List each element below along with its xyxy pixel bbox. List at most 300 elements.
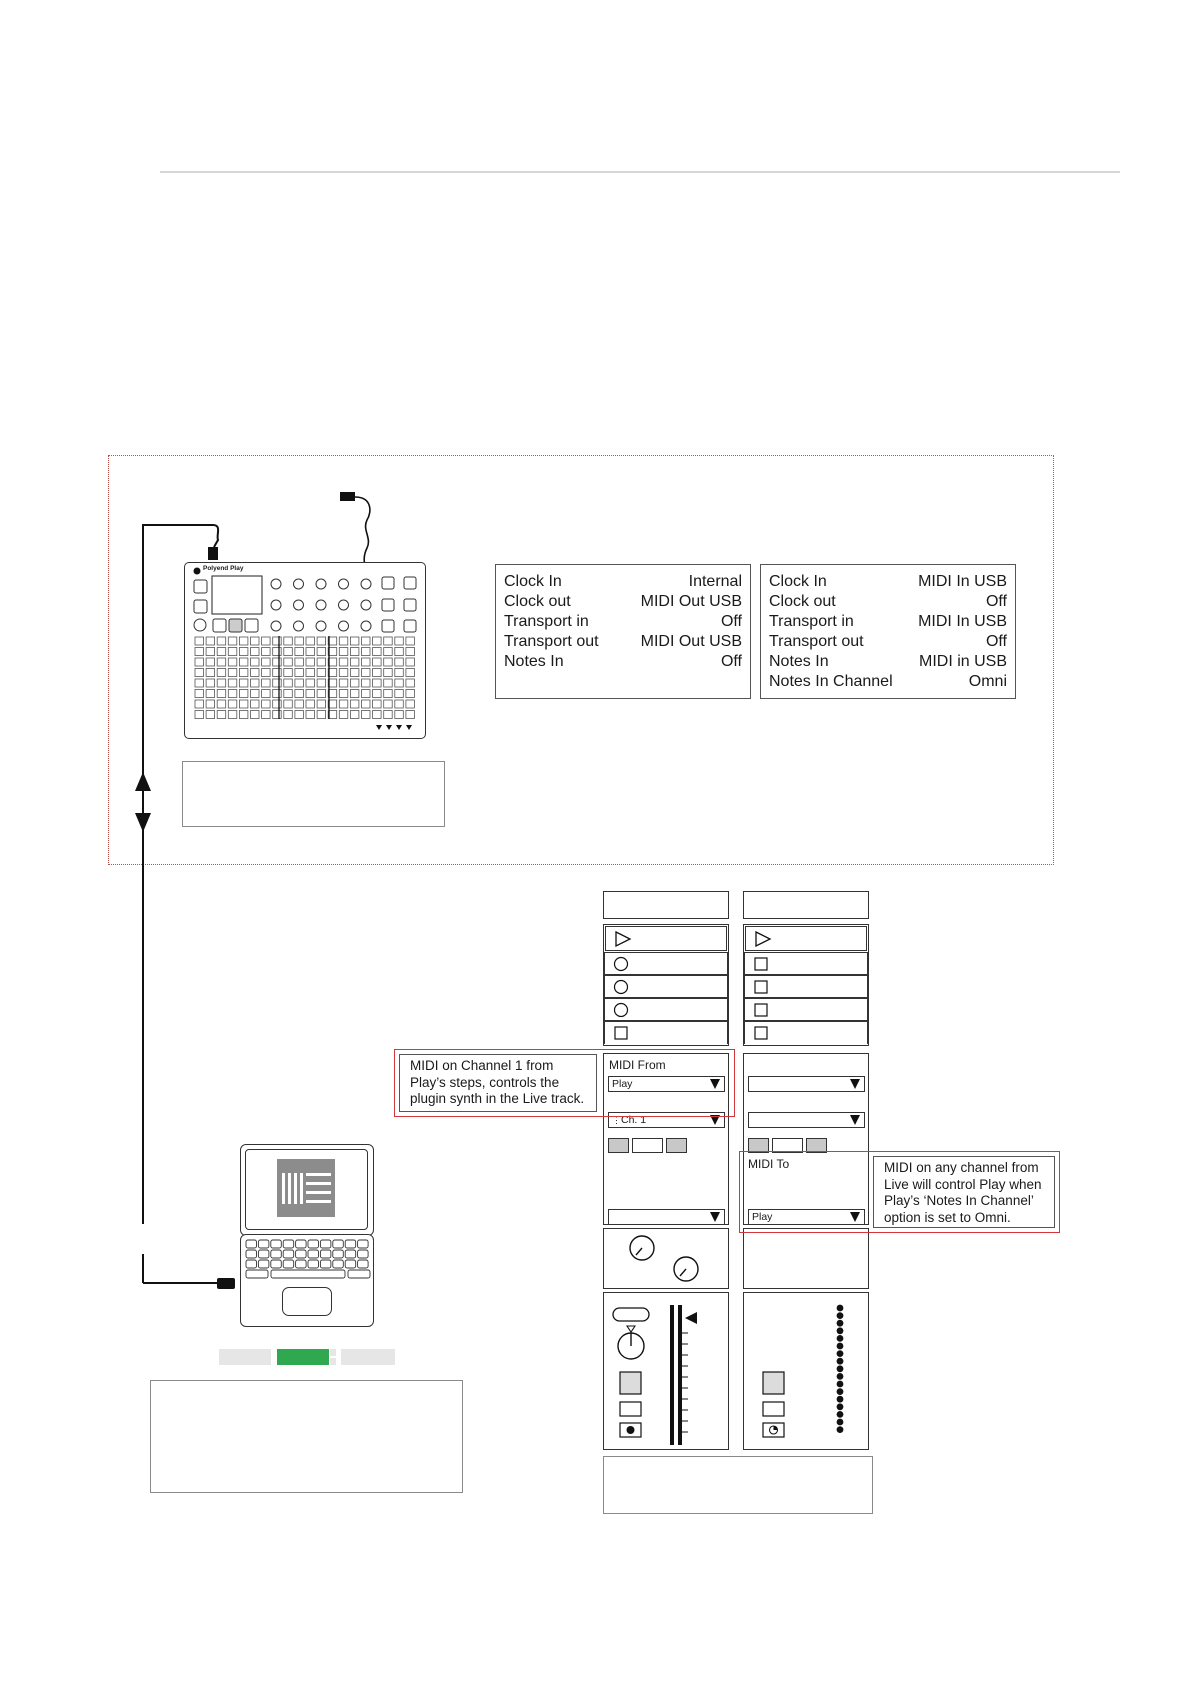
volume-dot <box>837 1320 844 1327</box>
play-settings-panel <box>495 564 751 699</box>
track1-slot-1[interactable] <box>604 952 728 975</box>
play-setting-row <box>504 632 742 652</box>
solo-button <box>620 1402 641 1416</box>
track2-header <box>743 891 869 919</box>
pad <box>262 669 271 677</box>
strip-gray-mid-top <box>330 1349 336 1356</box>
clip-launch-circle-icon <box>613 979 629 995</box>
pad <box>395 648 404 656</box>
pad <box>273 669 282 677</box>
track2-play-slot[interactable] <box>745 926 867 951</box>
track2-slot-2[interactable] <box>744 975 868 998</box>
record-dot-icon <box>627 1426 635 1434</box>
pad <box>406 658 415 666</box>
track1-channel-dropdown[interactable]: ⋮Ch. 1 <box>608 1112 725 1128</box>
pad <box>362 679 371 687</box>
live-setting-row <box>769 672 1007 692</box>
pad <box>251 658 260 666</box>
volume-dot <box>837 1426 844 1433</box>
pad <box>350 637 359 645</box>
pad <box>306 637 315 645</box>
pad <box>228 711 237 719</box>
pad <box>317 648 326 656</box>
arrow-down-icon <box>135 813 151 832</box>
polyend-play-device <box>184 562 426 739</box>
live-setting-label: Transport out <box>769 633 864 650</box>
live-setting-value: Off <box>985 593 1007 610</box>
live-setting-label: Clock out <box>769 593 836 610</box>
strip-green <box>277 1349 329 1365</box>
pad <box>339 648 348 656</box>
volume-dot <box>837 1343 844 1350</box>
key <box>358 1250 369 1258</box>
dropdown-arrow-icon <box>710 1212 720 1222</box>
pad <box>373 711 382 719</box>
pad <box>206 679 215 687</box>
play-setting-value: MIDI Out USB <box>640 633 742 650</box>
solo-button <box>763 1402 784 1416</box>
track2-io-title: MIDI To <box>748 1157 790 1171</box>
stop-square-icon <box>753 1025 769 1041</box>
pad <box>251 711 260 719</box>
key <box>258 1260 269 1268</box>
play-setting-label: Clock In <box>504 573 562 590</box>
play-triangle-icon <box>614 930 632 948</box>
pad <box>284 669 293 677</box>
knob-icon <box>316 579 326 589</box>
live-setting-label: Notes In <box>769 653 829 670</box>
pad <box>195 658 204 666</box>
send-knobs <box>604 1229 728 1288</box>
track-activator-pill <box>613 1308 649 1321</box>
key <box>333 1250 344 1258</box>
pad <box>228 669 237 677</box>
pad <box>284 648 293 656</box>
power-plug-icon <box>340 492 355 501</box>
pad <box>262 658 271 666</box>
tracks-caption-box <box>603 1456 873 1514</box>
pad <box>217 690 226 698</box>
pad <box>273 648 282 656</box>
key <box>308 1260 319 1268</box>
pad <box>406 679 415 687</box>
track1-mixer <box>604 1293 728 1449</box>
track2-slot-3[interactable] <box>744 998 868 1021</box>
pad <box>306 711 315 719</box>
key <box>283 1240 294 1248</box>
track2-input-dropdown[interactable] <box>748 1076 865 1092</box>
track2-stop-slot[interactable] <box>744 1021 868 1044</box>
pad <box>251 690 260 698</box>
track2-mixer <box>744 1293 868 1449</box>
pad <box>273 711 282 719</box>
pad <box>362 658 371 666</box>
monitor-off-button[interactable] <box>666 1138 687 1153</box>
knob-icon <box>271 600 281 610</box>
spacebar <box>271 1270 345 1278</box>
pad <box>350 648 359 656</box>
track1-mixer-panel <box>603 1292 729 1450</box>
knob-icon <box>339 579 349 589</box>
stop-square-icon <box>613 1025 629 1041</box>
volume-dot <box>837 1312 844 1319</box>
key <box>345 1240 356 1248</box>
any-channel-note: MIDI on any channel from Live will control Play when Play’s ‘Notes In Channel’ option is set to Omni. <box>873 1156 1055 1228</box>
pad <box>339 700 348 708</box>
key <box>333 1260 344 1268</box>
pad <box>317 637 326 645</box>
usb-plug-laptop-icon <box>217 1278 235 1289</box>
play-setting-value: Off <box>720 613 742 630</box>
device-caption-box <box>182 761 445 827</box>
pad <box>362 690 371 698</box>
pad <box>217 648 226 656</box>
pad <box>284 700 293 708</box>
pad <box>228 648 237 656</box>
pad <box>228 700 237 708</box>
track1-header <box>603 891 729 919</box>
key <box>320 1260 331 1268</box>
nav-arrow-icon <box>376 725 382 730</box>
live-setting-row <box>769 612 1007 632</box>
pad <box>362 669 371 677</box>
channel1-note: MIDI on Channel 1 from Play’s steps, controls the plugin synth in the Live track. <box>399 1054 597 1112</box>
pad <box>384 679 393 687</box>
pad <box>273 700 282 708</box>
pad <box>395 700 404 708</box>
key <box>348 1270 370 1278</box>
key <box>271 1240 282 1248</box>
arm-button <box>620 1372 641 1394</box>
volume-dot <box>837 1335 844 1342</box>
key <box>296 1250 307 1258</box>
laptop-trackpad <box>282 1287 332 1316</box>
pad <box>395 690 404 698</box>
nav-arrow-icon <box>406 725 412 730</box>
key <box>358 1260 369 1268</box>
live-setting-value: MIDI In USB <box>918 613 1007 630</box>
pad <box>317 658 326 666</box>
pad <box>251 648 260 656</box>
pad <box>206 637 215 645</box>
pad <box>195 648 204 656</box>
pad <box>295 700 304 708</box>
pad <box>251 669 260 677</box>
key <box>246 1250 257 1258</box>
pad <box>217 637 226 645</box>
knob-icon <box>339 600 349 610</box>
pad <box>384 669 393 677</box>
volume-dot <box>837 1381 844 1388</box>
usb-plug-icon <box>208 547 218 560</box>
track2-clip-slots <box>743 924 869 1046</box>
volume-dot <box>837 1373 844 1380</box>
fader-arrow-icon <box>685 1312 697 1324</box>
pad <box>262 690 271 698</box>
knob-icon <box>339 621 349 631</box>
pad <box>384 711 393 719</box>
play-setting-label: Transport out <box>504 633 599 650</box>
pad <box>395 637 404 645</box>
key <box>345 1250 356 1258</box>
play-setting-value: Internal <box>688 573 742 590</box>
stop-square-icon <box>753 1002 769 1018</box>
pad <box>195 679 204 687</box>
pad <box>406 648 415 656</box>
key <box>296 1260 307 1268</box>
pad <box>206 669 215 677</box>
track1-io-title: MIDI From <box>609 1058 666 1072</box>
stop-square-icon <box>753 956 769 972</box>
pad <box>339 679 348 687</box>
pad <box>406 711 415 719</box>
track1-slot-2[interactable] <box>604 975 728 998</box>
pad <box>295 679 304 687</box>
pad <box>295 669 304 677</box>
volume-dot <box>837 1350 844 1357</box>
arm-button <box>763 1372 784 1394</box>
knob-icon <box>316 621 326 631</box>
pad <box>262 700 271 708</box>
pad <box>284 711 293 719</box>
pad <box>239 648 248 656</box>
track1-clip-slots <box>603 924 729 1046</box>
key <box>271 1250 282 1258</box>
track1-channel-value: Ch. 1 <box>621 1114 647 1126</box>
key <box>283 1250 294 1258</box>
pad <box>262 679 271 687</box>
key <box>283 1260 294 1268</box>
laptop-lid <box>240 1144 374 1236</box>
live-setting-value: Omni <box>968 673 1007 690</box>
track1-monitor-buttons <box>608 1138 687 1153</box>
logo-icon <box>194 568 201 575</box>
pad <box>317 711 326 719</box>
track2-sends-panel <box>743 1228 869 1289</box>
play-setting-row <box>504 592 742 612</box>
knob-icon <box>271 621 281 631</box>
clip-launch-circle-icon <box>613 956 629 972</box>
pad <box>251 637 260 645</box>
pad <box>317 669 326 677</box>
pad <box>317 690 326 698</box>
play-triangle-icon <box>754 930 772 948</box>
key <box>308 1240 319 1248</box>
pad <box>295 711 304 719</box>
pad <box>228 679 237 687</box>
play-setting-value: Off <box>720 653 742 670</box>
pad <box>273 658 282 666</box>
live-setting-row <box>769 652 1007 672</box>
laptop-base <box>240 1234 374 1327</box>
pad <box>373 637 382 645</box>
pad <box>350 658 359 666</box>
pad <box>373 690 382 698</box>
play-setting-row <box>504 612 742 632</box>
device-brand: Polyend Play <box>203 565 244 572</box>
strip-gray-right <box>341 1349 395 1365</box>
track1-stop-slot[interactable] <box>604 1021 728 1044</box>
pad <box>306 669 315 677</box>
laptop <box>240 1144 374 1327</box>
track2-input-channel-dropdown[interactable] <box>748 1112 865 1128</box>
volume-dot <box>837 1327 844 1334</box>
play-setting-label: Notes In <box>504 653 564 670</box>
dropdown-arrow-icon <box>850 1079 860 1089</box>
pad <box>284 637 293 645</box>
knob-icon <box>271 579 281 589</box>
pad <box>217 669 226 677</box>
screen <box>212 576 262 614</box>
stop-square-icon <box>753 979 769 995</box>
pad <box>206 648 215 656</box>
key <box>246 1260 257 1268</box>
clip-launch-circle-icon <box>613 1002 629 1018</box>
pad <box>339 711 348 719</box>
pad <box>273 690 282 698</box>
live-setting-value: MIDI in USB <box>918 653 1007 670</box>
track1-source-value: Play <box>612 1078 633 1090</box>
nav-arrow-icon <box>386 725 392 730</box>
pad <box>373 679 382 687</box>
track1-output-dropdown[interactable] <box>608 1209 725 1225</box>
track1-slot-3[interactable] <box>604 998 728 1021</box>
pad <box>306 690 315 698</box>
strip-gray-left <box>219 1349 271 1365</box>
pad <box>239 658 248 666</box>
play-setting-row <box>504 652 742 672</box>
monitor-in-button[interactable] <box>608 1138 629 1153</box>
live-setting-row <box>769 572 1007 592</box>
power-cable <box>355 497 370 567</box>
pad <box>239 690 248 698</box>
pad <box>306 700 315 708</box>
volume-dot <box>837 1388 844 1395</box>
pad <box>206 700 215 708</box>
pad <box>384 690 393 698</box>
track1-sends-panel <box>603 1228 729 1289</box>
pad <box>295 637 304 645</box>
pad <box>350 669 359 677</box>
track1-play-slot[interactable] <box>605 926 727 951</box>
play-setting-row <box>504 572 742 592</box>
key <box>246 1270 268 1278</box>
device-illustration <box>185 563 425 738</box>
track2-target-value: Play <box>752 1211 773 1223</box>
pad <box>306 658 315 666</box>
pad <box>384 658 393 666</box>
volume-dot <box>837 1365 844 1372</box>
key <box>258 1250 269 1258</box>
key <box>358 1240 369 1248</box>
knob-icon <box>361 579 371 589</box>
arrow-up-icon <box>135 772 151 791</box>
pad <box>206 711 215 719</box>
pad <box>406 690 415 698</box>
pad <box>339 637 348 645</box>
pad <box>195 700 204 708</box>
pad <box>395 658 404 666</box>
send-b-knob-icon <box>674 1257 698 1281</box>
pad <box>317 679 326 687</box>
knob-icon <box>361 621 371 631</box>
live-setting-value: MIDI In USB <box>918 573 1007 590</box>
pad <box>228 637 237 645</box>
pad <box>239 711 248 719</box>
pad <box>350 690 359 698</box>
pad <box>195 637 204 645</box>
pad <box>362 700 371 708</box>
pad <box>295 658 304 666</box>
pad <box>195 669 204 677</box>
play-setting-value: MIDI Out USB <box>640 593 742 610</box>
pad <box>373 700 382 708</box>
pad <box>239 700 248 708</box>
pad <box>384 700 393 708</box>
pad <box>217 679 226 687</box>
pad <box>284 690 293 698</box>
pad <box>251 700 260 708</box>
volume-dot <box>837 1358 844 1365</box>
live-setting-row <box>769 632 1007 652</box>
pad <box>373 669 382 677</box>
volume-dot <box>837 1419 844 1426</box>
monitor-auto-button[interactable] <box>632 1138 663 1153</box>
pad <box>273 637 282 645</box>
track2-slot-1[interactable] <box>744 952 868 975</box>
pad <box>206 658 215 666</box>
pad <box>228 658 237 666</box>
pad <box>384 648 393 656</box>
pad <box>362 637 371 645</box>
knob-icon <box>294 621 304 631</box>
live-setting-label: Clock In <box>769 573 827 590</box>
pad <box>339 658 348 666</box>
volume-dot <box>837 1411 844 1418</box>
meter-left <box>670 1305 674 1445</box>
pad <box>239 669 248 677</box>
pad <box>217 700 226 708</box>
key <box>296 1240 307 1248</box>
pad <box>251 679 260 687</box>
pad <box>350 711 359 719</box>
key <box>308 1250 319 1258</box>
pad <box>239 679 248 687</box>
pad <box>339 669 348 677</box>
nav-arrow-icon <box>396 725 402 730</box>
pad <box>306 648 315 656</box>
play-setting-label: Transport in <box>504 613 589 630</box>
pad <box>395 669 404 677</box>
play-setting-label: Clock out <box>504 593 571 610</box>
live-setting-value: Off <box>985 633 1007 650</box>
pad <box>362 711 371 719</box>
live-setting-label: Transport in <box>769 613 854 630</box>
pad <box>217 711 226 719</box>
key <box>246 1240 257 1248</box>
ableton-live-logo <box>277 1159 335 1217</box>
pad <box>384 637 393 645</box>
meter-right <box>678 1305 682 1445</box>
pad <box>295 690 304 698</box>
key <box>320 1240 331 1248</box>
pad <box>373 648 382 656</box>
key <box>345 1260 356 1268</box>
send-a-knob-icon <box>630 1236 654 1260</box>
pad <box>217 658 226 666</box>
pad <box>228 690 237 698</box>
pad <box>295 648 304 656</box>
